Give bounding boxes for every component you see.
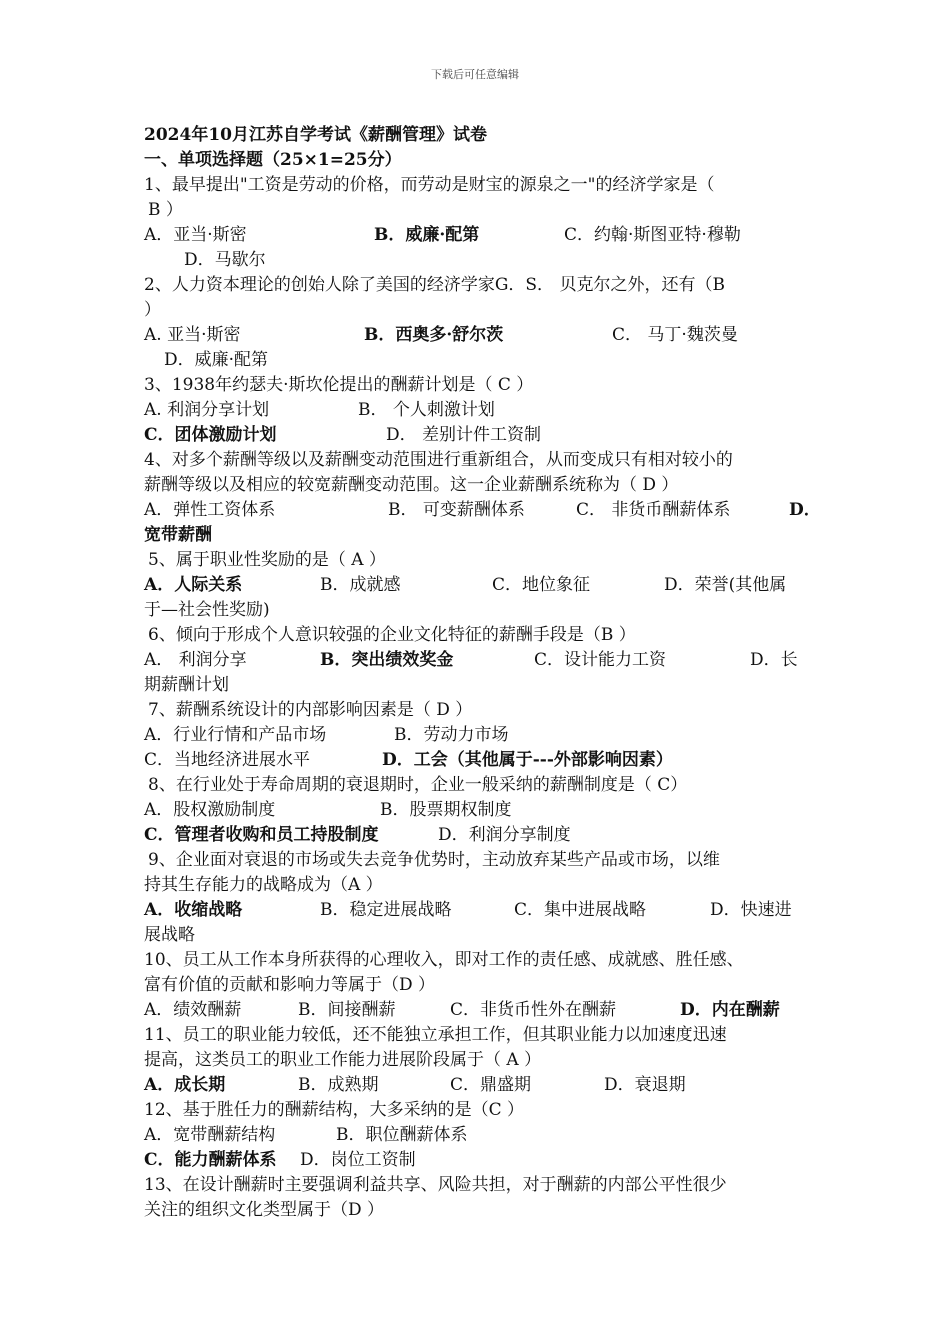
text-line [144, 1173, 824, 1198]
text-line [144, 1048, 824, 1073]
option-text: A．弹性工资体系 [144, 500, 276, 520]
page-title: 2024年10月江苏自学考试《薪酬管理》试卷 [144, 125, 487, 145]
option-text: D．荣誉(其他属 [664, 575, 787, 595]
line-text: 宽带薪酬 [144, 525, 212, 545]
text-line [144, 598, 824, 623]
line-text: 6、倾向于形成个人意识较强的企业文化特征的薪酬手段是（B ） [148, 625, 636, 645]
option-text: C． 马丁·魏茨曼 [612, 325, 738, 345]
text-line [144, 548, 824, 573]
option-text: A．人际关系 [144, 575, 243, 595]
text-line [144, 923, 824, 948]
text-line [144, 898, 824, 923]
option-text: C．集中进展战略 [514, 900, 647, 920]
exam-body [144, 123, 824, 1223]
option-text: A. 利润分享计划 [144, 400, 270, 420]
option-text: A．股权激励制度 [144, 800, 276, 820]
option-text: B．成就感 [320, 575, 401, 595]
option-text: D．长 [750, 650, 798, 670]
line-text: 12、基于胜任力的酬薪结构，大多采纳的是（C ） [144, 1100, 525, 1120]
line-text: 关注的组织文化类型属于（D ） [144, 1200, 385, 1220]
text-line [144, 723, 824, 748]
text-line [144, 348, 824, 373]
option-text: B．股票期权制度 [380, 800, 512, 820]
text-line [144, 523, 824, 548]
text-line [144, 223, 824, 248]
line-text: 2、人力资本理论的创始人除了美国的经济学家G．S． 贝克尔之外，还有（B [144, 275, 725, 295]
option-text: B．职位酬薪体系 [336, 1125, 468, 1145]
option-text: C．当地经济进展水平 [144, 750, 311, 770]
text-line [144, 998, 824, 1023]
text-line [144, 173, 824, 198]
option-text: C．设计能力工资 [534, 650, 667, 670]
line-text: 于—社会性奖励) [144, 600, 270, 620]
option-text: B．突出绩效奖金 [320, 650, 454, 670]
text-line [144, 248, 824, 273]
text-line [144, 848, 824, 873]
line-text: 9、企业面对衰退的市场或失去竞争优势时，主动放弃某些产品或市场，以维 [148, 850, 720, 870]
option-text: C．管理者收购和员工持股制度 [144, 825, 379, 845]
option-text: D．岗位工资制 [300, 1150, 416, 1170]
option-text: D．快速进 [710, 900, 792, 920]
text-line [144, 823, 824, 848]
text-line [144, 973, 824, 998]
line-text: 展战略 [144, 925, 195, 945]
option-text: D．内在酬薪 [680, 1000, 780, 1020]
line-text: 7、薪酬系统设计的内部影响因素是（ D ） [148, 700, 473, 720]
text-line [144, 948, 824, 973]
section-heading: 一、单项选择题（25×1=25分） [144, 150, 402, 170]
option-text: A．收缩战略 [144, 900, 243, 920]
line-text: 8、在行业处于寿命周期的衰退期时，企业一般采纳的薪酬制度是（ C） [148, 775, 688, 795]
text-line [144, 1098, 824, 1123]
option-text: C．非货币性外在酬薪 [450, 1000, 617, 1020]
line-text: B ） [148, 200, 183, 220]
text-line [144, 573, 824, 598]
text-line [144, 323, 824, 348]
option-text: D．利润分享制度 [438, 825, 571, 845]
text-line [144, 798, 824, 823]
option-text: C． 非货币酬薪体系 [576, 500, 731, 520]
option-text: A．亚当·斯密 [144, 225, 247, 245]
option-text: A． 利润分享 [144, 650, 247, 670]
option-text: B． 个人刺激计划 [358, 400, 495, 420]
line-text: 富有价值的贡献和影响力等属于（D ） [144, 975, 436, 995]
line-text: 持其生存能力的战略成为（A ） [144, 875, 383, 895]
option-text: B．成熟期 [298, 1075, 379, 1095]
text-line [144, 423, 824, 448]
option-text: B．稳定进展战略 [320, 900, 452, 920]
option-text: B．威廉·配第 [374, 225, 480, 245]
option-text: C．地位象征 [492, 575, 591, 595]
option-text: C．约翰·斯图亚特·穆勒 [564, 225, 741, 245]
option-text: A．宽带酬薪结构 [144, 1125, 276, 1145]
option-text: D． 差别计件工资制 [386, 425, 542, 445]
line-text: 薪酬等级以及相应的较宽薪酬变动范围。这一企业薪酬系统称为（ D ） [144, 475, 679, 495]
header-note: 下载后可任意编辑 [431, 68, 519, 81]
line-text: ） [144, 300, 161, 320]
line-text: 5、属于职业性奖励的是（ A ） [148, 550, 386, 570]
text-line [144, 673, 824, 698]
text-line [144, 298, 824, 323]
line-text: 期薪酬计划 [144, 675, 229, 695]
line-text: 13、在设计酬薪时主要强调利益共享、风险共担，对于酬薪的内部公平性很少 [144, 1175, 727, 1195]
line-text: 4、对多个薪酬等级以及薪酬变动范围进行重新组合，从而变成只有相对较小的 [144, 450, 733, 470]
option-text: B．劳动力市场 [394, 725, 509, 745]
option-text: C．鼎盛期 [450, 1075, 532, 1095]
text-line [144, 648, 824, 673]
option-text: A．绩效酬薪 [144, 1000, 242, 1020]
text-line [144, 1148, 824, 1173]
question-list [144, 173, 824, 1223]
text-line [144, 198, 824, 223]
option-text: A．行业行情和产品市场 [144, 725, 327, 745]
text-line [144, 398, 824, 423]
option-text: A. 亚当·斯密 [144, 325, 241, 345]
line-text: 10、员工从工作本身所获得的心理收入，即对工作的责任感、成就感、胜任感、 [144, 950, 744, 970]
option-text: B．西奥多·舒尔茨 [364, 325, 504, 345]
text-line [144, 623, 824, 648]
text-line [144, 373, 824, 398]
option-text: C．能力酬薪体系 [144, 1150, 277, 1170]
text-line [144, 1023, 824, 1048]
option-text: D．工会（其他属于---外部影响因素） [382, 750, 673, 770]
option-text: B． 可变薪酬体系 [388, 500, 525, 520]
text-line [144, 1123, 824, 1148]
text-line [144, 498, 824, 523]
line-text: D．威廉·配第 [164, 350, 269, 370]
option-text: D．衰退期 [604, 1075, 686, 1095]
text-line [144, 473, 824, 498]
text-line [144, 773, 824, 798]
option-text: B．间接酬薪 [298, 1000, 396, 1020]
line-text: 3、1938年约瑟夫·斯坎伦提出的酬薪计划是（ C ） [144, 375, 534, 395]
option-text: A．成长期 [144, 1075, 226, 1095]
text-line [144, 873, 824, 898]
line-text: 提高，这类员工的职业工作能力进展阶段属于（ A ） [144, 1050, 542, 1070]
line-text: 11、员工的职业能力较低，还不能独立承担工作，但其职业能力以加速度迅速 [144, 1025, 727, 1045]
text-line [144, 273, 824, 298]
line-text: 1、最早提出"工资是劳动的价格，而劳动是财宝的源泉之一"的经济学家是（ [144, 175, 715, 195]
option-text: C．团体激励计划 [144, 425, 277, 445]
text-line [144, 748, 824, 773]
text-line [144, 1073, 824, 1098]
text-line [144, 448, 824, 473]
text-line [144, 1198, 824, 1223]
text-line [144, 698, 824, 723]
option-text: D． [789, 500, 821, 520]
line-text: D．马歇尔 [184, 250, 266, 270]
